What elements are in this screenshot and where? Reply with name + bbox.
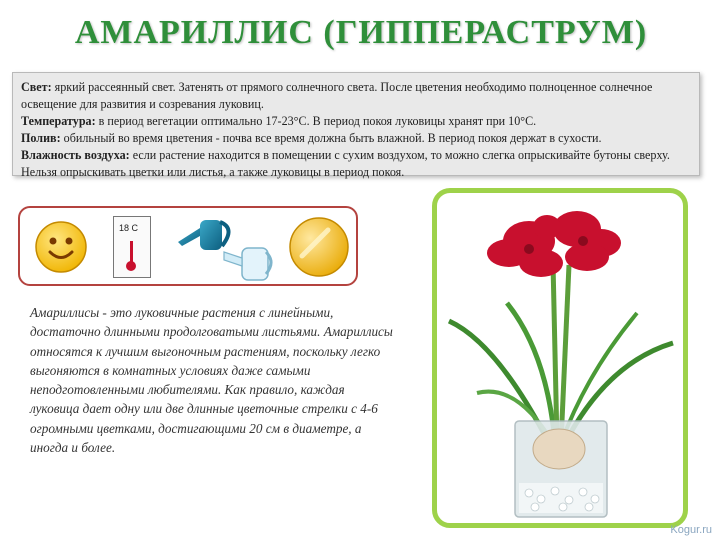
thermometer-label: 18 C bbox=[119, 223, 139, 233]
temperature-label: Температура: bbox=[21, 114, 96, 128]
watering-info bbox=[21, 130, 691, 147]
light-label: Свет: bbox=[21, 80, 52, 94]
amaryllis-plant-image bbox=[437, 193, 683, 523]
page-title: АМАРИЛЛИС (ГИППЕРАСТРУМ) bbox=[74, 14, 648, 51]
humidity-text: если растение находится в помещении с сухим воздухом, то можно слегка опрыскивайте бутоны сверху. Нельзя опрыскивать цветки или листья, а также луковицы в период покоя. bbox=[21, 148, 670, 179]
humidity-label: Влажность воздуха: bbox=[21, 148, 130, 162]
light-info bbox=[21, 79, 691, 113]
smiley-sun-icon bbox=[34, 220, 88, 274]
plant-description: Амариллисы - это луковичные растения с линейными, достаточно длинными продолговатыми листьями. Амариллисы относятся к лучшим выгоночным растениям, поскольку легко выгоняются в комнатных условиях даже самыми неподготовленными любителями. Как правило, каждая луковица дает одну или две длинные цветочные стрелки с 4-6 огромными цветками, достигающими 20 см в диаметре, а иногда и более. bbox=[30, 305, 393, 456]
care-icons-panel bbox=[18, 206, 358, 286]
light-text: яркий рассеянный свет. Затенять от прямого солнечного света. После цветения необходимо полноценное солнечное освещение для развития и созревания луковиц. bbox=[21, 80, 653, 111]
spray-can-icon bbox=[220, 244, 276, 284]
temperature-text: в период вегетации оптимально 17-23°С. В период покоя луковицы хранят при 10°С. bbox=[98, 114, 537, 128]
watermark: Kogur.ru bbox=[670, 524, 712, 536]
watering-text: обильный во время цветения - почва все время должна быть влажной. В период покоя держат в сухости. bbox=[63, 131, 602, 145]
humidity-info bbox=[21, 147, 691, 181]
temperature-info bbox=[21, 113, 691, 130]
amaryllis-photo bbox=[432, 188, 688, 528]
sun-disc-icon bbox=[288, 216, 350, 278]
care-info-box bbox=[12, 72, 700, 179]
thermometer-icon bbox=[113, 216, 151, 278]
watering-label: Полив: bbox=[21, 131, 61, 145]
